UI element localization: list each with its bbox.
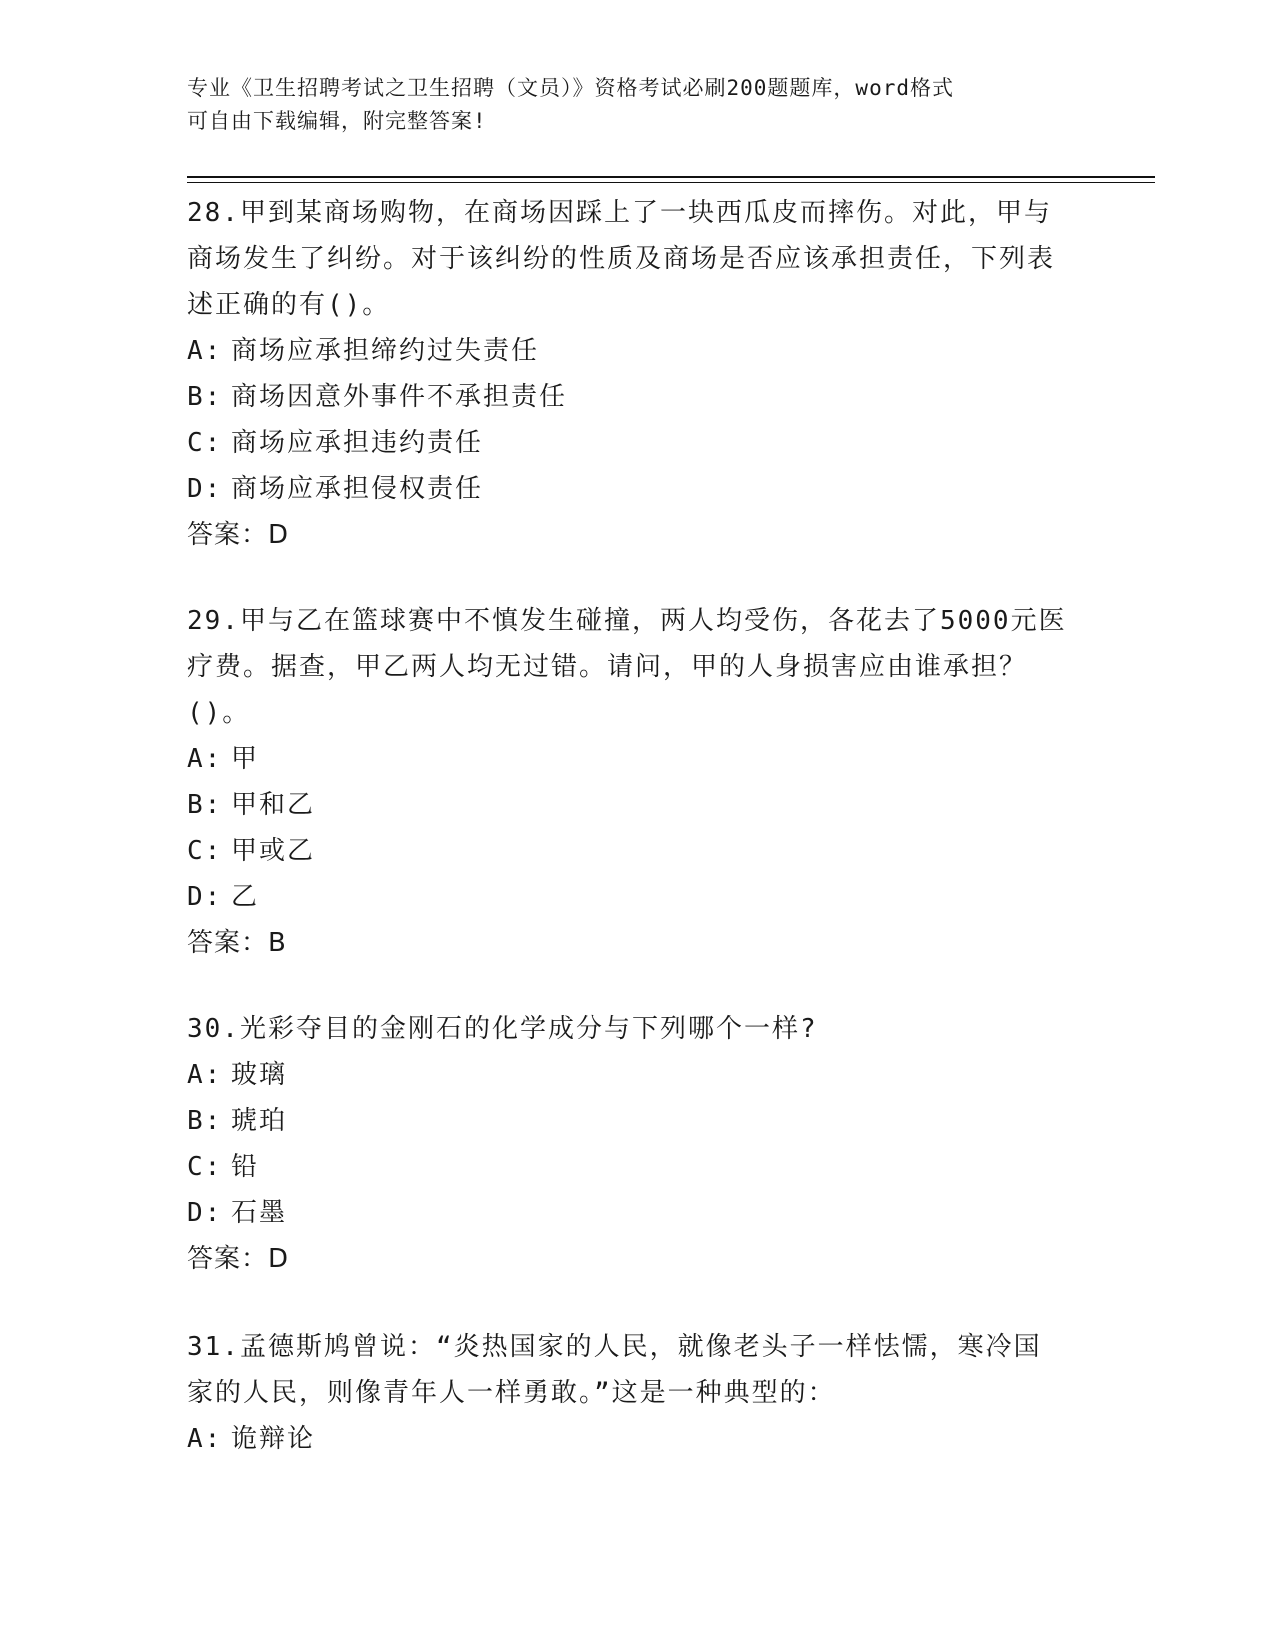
header-divider-thin xyxy=(187,182,1155,183)
option-text: 甲 xyxy=(231,744,260,774)
option-c xyxy=(187,828,1067,874)
option-d xyxy=(187,1190,1067,1236)
option-key: C: xyxy=(187,836,223,866)
option-key: A: xyxy=(187,1060,223,1090)
option-a xyxy=(187,1052,1067,1098)
header-divider-thick xyxy=(187,176,1155,178)
option-d xyxy=(187,466,1067,512)
question-29 xyxy=(187,598,1067,966)
option-key: B: xyxy=(187,1106,223,1136)
option-b xyxy=(187,374,1067,420)
option-text: 商场应承担侵权责任 xyxy=(231,474,484,504)
option-d xyxy=(187,874,1067,920)
question-30 xyxy=(187,1006,1067,1282)
option-c xyxy=(187,1144,1067,1190)
option-key: D: xyxy=(187,1198,223,1228)
header-line-2: 可自由下载编辑，附完整答案! xyxy=(187,109,487,133)
option-text: 诡辩论 xyxy=(231,1424,316,1454)
option-text: 甲或乙 xyxy=(231,836,316,866)
question-stem: 28.甲到某商场购物，在商场因踩上了一块西瓜皮而摔伤。对此，甲与商场发生了纠纷。对于该纠纷的性质及商场是否应该承担责任，下列表述正确的有()。 xyxy=(187,198,1056,320)
question-stem: 29.甲与乙在篮球赛中不慎发生碰撞，两人均受伤，各花去了5000元医疗费。据查，甲乙两人均无过错。请问，甲的人身损害应由谁承担？()。 xyxy=(187,606,1067,728)
answer-line: 答案：D xyxy=(187,1244,290,1274)
question-stem: 30.光彩夺目的金刚石的化学成分与下列哪个一样? xyxy=(187,1014,818,1044)
option-text: 铅 xyxy=(231,1152,260,1182)
option-key: C: xyxy=(187,1152,223,1182)
option-key: A: xyxy=(187,744,223,774)
option-key: B: xyxy=(187,382,223,412)
question-stem: 31.孟德斯鸠曾说：“炎热国家的人民，就像老头子一样怯懦，寒冷国家的人民，则像青年人一样勇敢。”这是一种典型的： xyxy=(187,1332,1042,1408)
option-text: 石墨 xyxy=(231,1198,288,1228)
option-key: A: xyxy=(187,336,223,366)
option-key: D: xyxy=(187,474,223,504)
option-text: 乙 xyxy=(231,882,260,912)
option-b xyxy=(187,782,1067,828)
option-text: 商场因意外事件不承担责任 xyxy=(231,382,568,412)
question-28 xyxy=(187,190,1067,558)
option-text: 甲和乙 xyxy=(231,790,316,820)
option-text: 商场应承担违约责任 xyxy=(231,428,484,458)
option-key: C: xyxy=(187,428,223,458)
option-key: B: xyxy=(187,790,223,820)
option-text: 商场应承担缔约过失责任 xyxy=(231,336,540,366)
answer-line: 答案：B xyxy=(187,928,287,958)
option-a xyxy=(187,1416,1067,1462)
answer-line: 答案：D xyxy=(187,520,290,550)
option-key: A: xyxy=(187,1424,223,1454)
header-line-1: 专业《卫生招聘考试之卫生招聘（文员）》资格考试必刷200题题库，word格式 xyxy=(187,76,954,100)
option-a xyxy=(187,736,1067,782)
option-b xyxy=(187,1098,1067,1144)
document-header xyxy=(187,72,1067,138)
question-31 xyxy=(187,1324,1067,1462)
option-a xyxy=(187,328,1067,374)
option-c xyxy=(187,420,1067,466)
option-key: D: xyxy=(187,882,223,912)
option-text: 琥珀 xyxy=(231,1106,288,1136)
option-text: 玻璃 xyxy=(231,1060,288,1090)
